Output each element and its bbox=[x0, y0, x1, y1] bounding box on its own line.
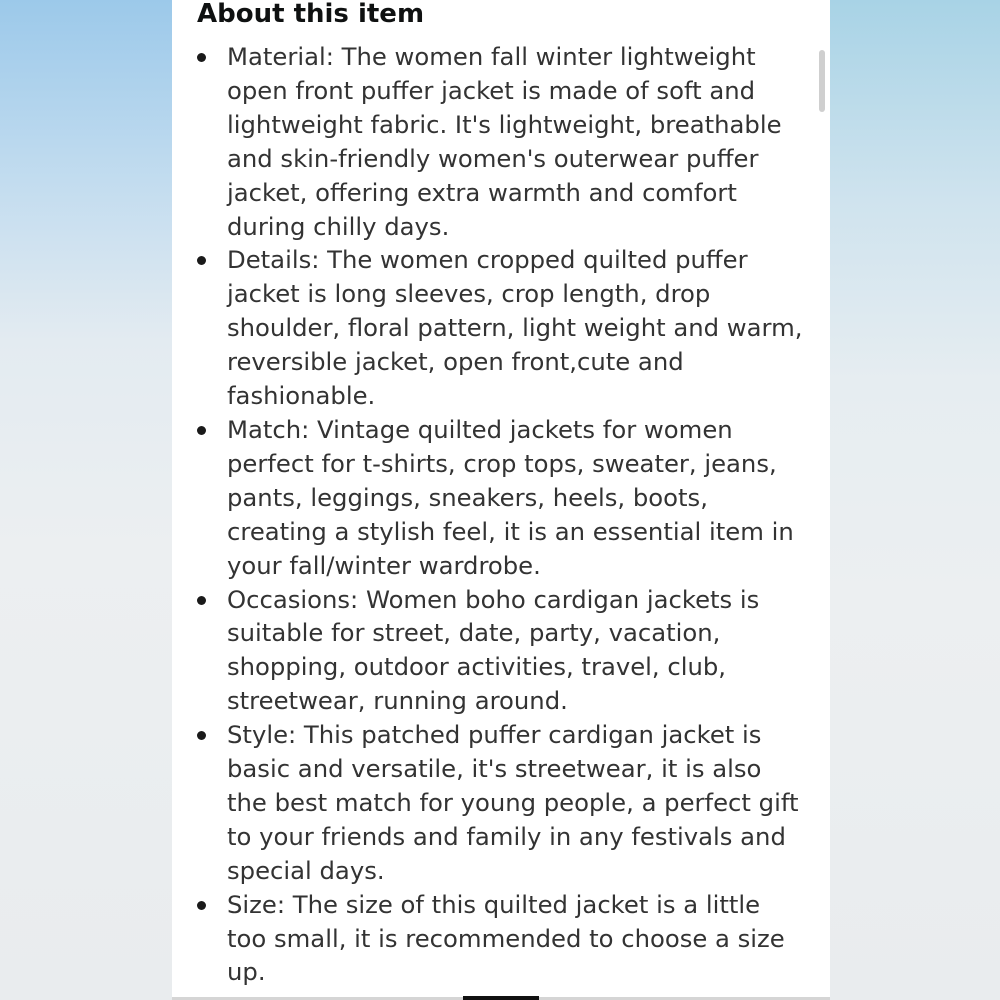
section-title: About this item bbox=[197, 0, 425, 29]
feature-bullet-list bbox=[227, 40, 805, 989]
bullet-dot-icon bbox=[197, 731, 206, 740]
about-item-panel[interactable] bbox=[172, 0, 830, 998]
bullet-dot-icon bbox=[197, 53, 206, 62]
background-left bbox=[0, 0, 172, 1000]
bullet-item-style bbox=[227, 718, 805, 888]
bullet-dot-icon bbox=[197, 256, 206, 265]
bullet-item-occasions bbox=[227, 583, 805, 719]
background-right bbox=[830, 0, 1000, 1000]
bullet-dot-icon bbox=[197, 596, 206, 605]
bullet-item-size bbox=[227, 888, 805, 990]
bullet-item-material bbox=[227, 40, 805, 243]
bullet-text: Material: The women fall winter lightweight open front puffer jacket is made of soft and lightweight fabric. It's lightweight, breathable and skin-friendly women's outerwear puffer jacket, offering extra warmth and comfort during chilly days. bbox=[227, 42, 782, 241]
bullet-text: Size: The size of this quilted jacket is a little too small, it is recommended to choose a size up. bbox=[227, 889, 785, 987]
bullet-item-details bbox=[227, 243, 805, 413]
bottom-tab-indicator bbox=[463, 996, 539, 1000]
bullet-dot-icon bbox=[197, 426, 206, 435]
bullet-text: Style: This patched puffer cardigan jacket is basic and versatile, it's streetwear, it is also the best match for young people, a perfect gift to your friends and family in any festivals and special days. bbox=[227, 720, 799, 885]
bullet-text: Details: The women cropped quilted puffer jacket is long sleeves, crop length, drop shoulder, floral pattern, light weight and warm, reversible jacket, open front,cute and fashionable. bbox=[227, 245, 803, 411]
bullet-text: Occasions: Women boho cardigan jackets is suitable for street, date, party, vacation, shopping, outdoor activities, travel, club, streetwear, running around. bbox=[227, 584, 760, 716]
vertical-scrollbar[interactable] bbox=[819, 50, 825, 112]
bullet-dot-icon bbox=[197, 901, 206, 910]
bullet-item-match bbox=[227, 413, 805, 583]
bullet-text: Match: Vintage quilted jackets for women perfect for t-shirts, crop tops, sweater, jeans, pants, leggings, sneakers, heels, boots, creating a stylish feel, it is an essential item in your fall/winter wardrobe. bbox=[227, 414, 794, 580]
